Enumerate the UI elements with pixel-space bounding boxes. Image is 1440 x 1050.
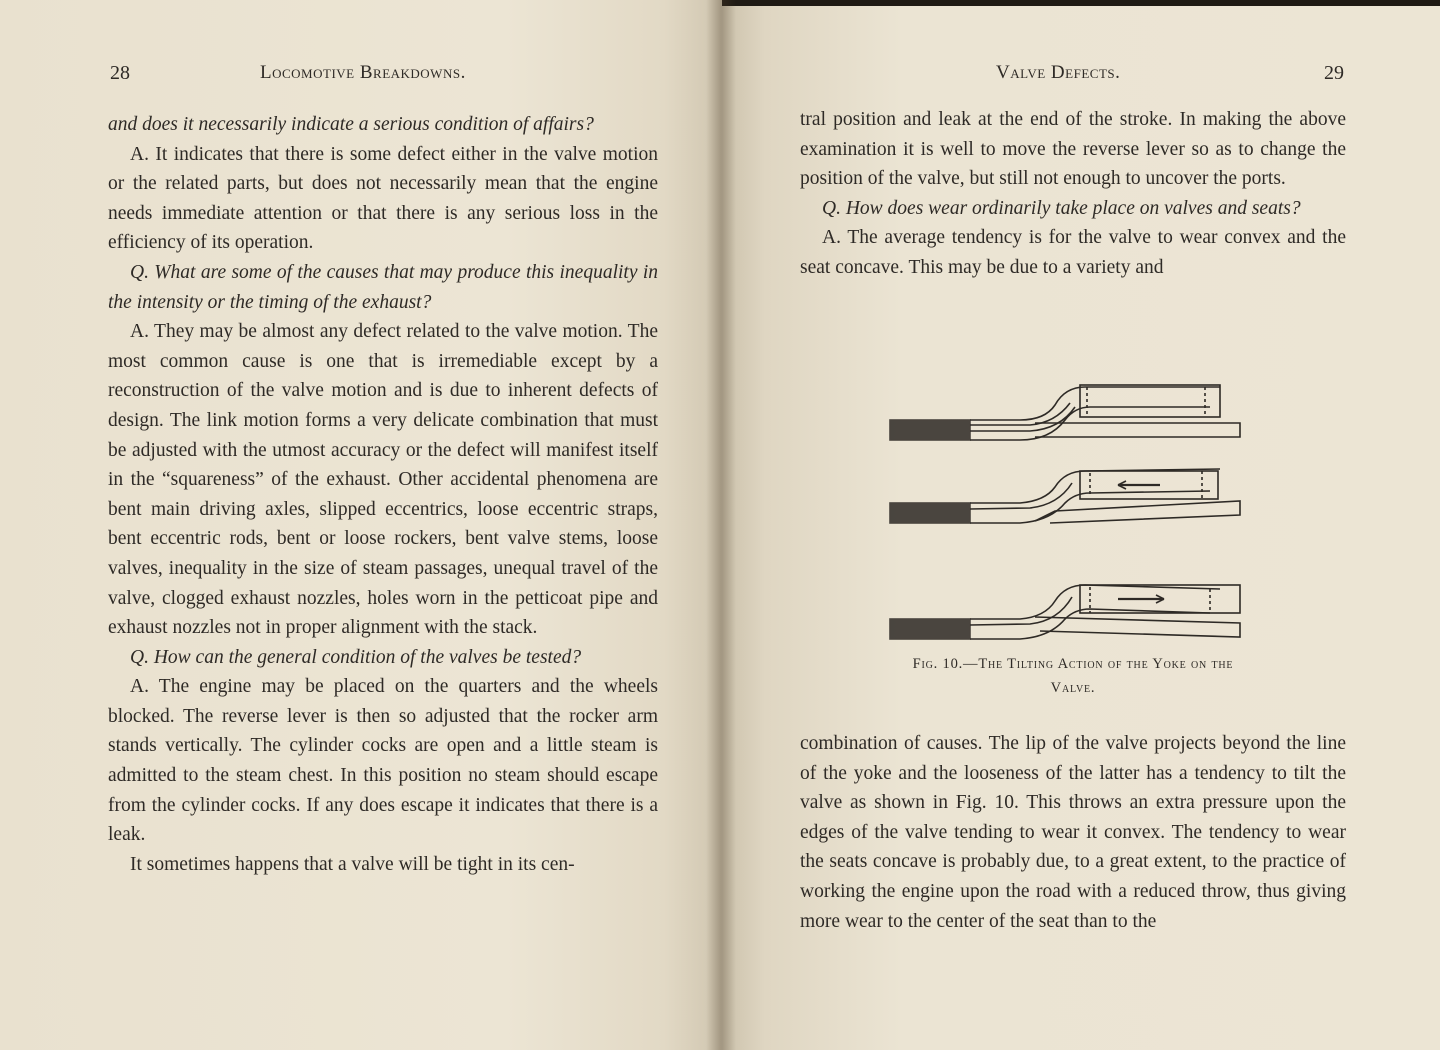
- right-running-head: Valve Defects.: [996, 62, 1121, 83]
- right-page-number: 29: [1324, 62, 1344, 84]
- figure-caption: [800, 652, 1346, 700]
- paragraph: Q. How can the general condition of the valves be tested?: [130, 646, 582, 668]
- paragraph: combination of causes. The lip of the valve projects beyond the line of the yoke and the looseness of the latter has a tendency to tilt the valve as shown in Fig. 10. This throws an extra pressure upon the edges of the valve tending to wear it convex. The tendency to wear the seats concave is probably due, to a great extent, to the practice of working the engine upon the road with a reduced throw, thus giving more wear to the center of the seat than to the: [800, 733, 1346, 932]
- paragraph: and does it necessarily indicate a serious condition of affairs?: [108, 114, 594, 135]
- valve-tilting-figure: [880, 375, 1260, 645]
- paragraph: A. It indicates that there is some defect either in the valve motion or the related parts, but does not necessarily mean that the engine needs immediate attention or that there is any serious loss in the efficiency of its operation.: [108, 143, 658, 254]
- left-page-number: 28: [110, 62, 130, 84]
- valve-diagram-tilted-forward: [890, 469, 1240, 523]
- right-body-text-bottom: [800, 729, 1346, 936]
- caption-line-2: Valve.: [1050, 680, 1096, 696]
- right-body-text-top: [800, 105, 1346, 283]
- left-body-text: [108, 110, 658, 879]
- paragraph: A. The engine may be placed on the quarters and the wheels blocked. The reverse lever is then so adjusted that the rocker arm stands vertically. The cylinder cocks are open and a little steam is admitted to the steam chest. In this position no steam should escape from the cylinder cocks. If any does escape it indicates that there is a leak.: [108, 676, 658, 846]
- book-gutter: [706, 0, 736, 1050]
- paragraph: It sometimes happens that a valve will be tight in its cen-: [130, 853, 575, 875]
- left-running-head: Locomotive Breakdowns.: [260, 62, 466, 83]
- paragraph: Q. How does wear ordinarily take place on valves and seats?: [822, 197, 1301, 219]
- paragraph: A. They may be almost any defect related to the valve motion. The most common cause is one that is irremediable except by a reconstruction of the valve motion and is due to inherent defects of design. The link motion forms a very delicate combination that must be adjusted with the utmost accuracy or the defect will manifest itself in the “squareness” of the exhaust. Other accidental phenomena are bent main driving axles, slipped eccentrics, loose eccentric straps, bent eccentric rods, bent or loose rockers, bent valve stems, loose valves, inequality in the size of steam passages, unequal travel of the valve, clogged exhaust nozzles, holes worn in the petticoat pipe and exhaust nozzles not in proper alignment with the stack.: [108, 321, 658, 639]
- caption-line-1: Fig. 10.—The Tilting Action of the Yoke on the: [912, 656, 1234, 672]
- valve-diagram-tilted-back: [890, 585, 1240, 639]
- page-top-edge: [722, 0, 1440, 6]
- valve-diagram-level: [890, 385, 1240, 440]
- paragraph: Q. What are some of the causes that may produce this inequality in the intensity or the timing of the exhaust?: [108, 261, 658, 313]
- paragraph: tral position and leak at the end of the stroke. In making the above examination it is well to move the reverse lever so as to change the position of the valve, but still not enough to uncover the ports.: [800, 109, 1346, 190]
- paragraph: A. The average tendency is for the valve to wear convex and the seat concave. This may be due to a variety and: [800, 227, 1346, 278]
